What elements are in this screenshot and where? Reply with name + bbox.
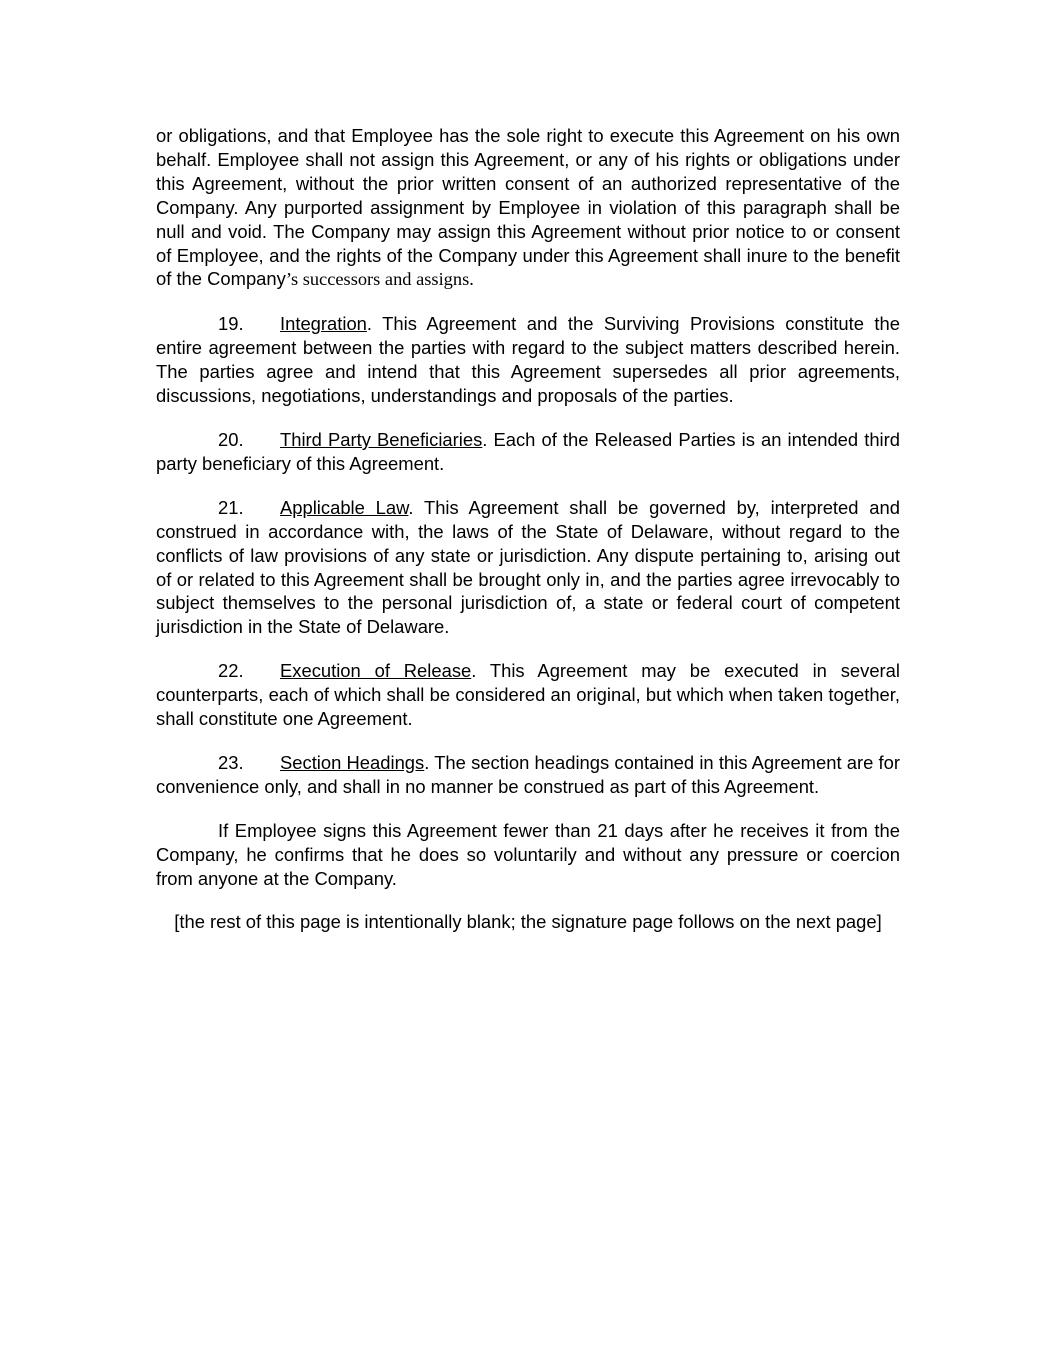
section-21 [156, 496, 900, 639]
section-23 [156, 751, 900, 799]
section-20 [156, 428, 900, 476]
section-heading: Integration [280, 313, 367, 335]
section-body: . This Agreement may be executed in several counterparts, each of which shall be considered an original, but which when taken together, shall constitute one Agreement. [156, 660, 900, 730]
section-body: . Each of the Released Parties is an intended third party beneficiary of this Agreement. [156, 428, 900, 474]
section-heading: Execution of Release [280, 660, 472, 682]
section-19 [156, 312, 900, 408]
section-body: . The section headings contained in this Agreement are for convenience only, and shall in no manner be construed as part of this Agreement. [156, 751, 900, 797]
section-heading: Section Headings [280, 751, 425, 773]
section-number: 22. [218, 660, 244, 682]
opening-paragraph-text: or obligations, and that Employee has the sole right to execute this Agreement on his own behalf. Employee shall not assign this Agreement, or any of his rights or obligations under this Agreement, without the prior written consent of an authorized representative of the Company. Any purported assignment by Employee in violation of this paragraph shall be null and void. The Company may assign this Agreement without prior notice to or consent of Employee, and the rights of the Company under this Agreement shall inure to the benefit of the Company [156, 125, 900, 290]
section-body: . This Agreement and the Surviving Provisions constitute the entire agreement between the parties with regard to the subject matters described herein. The parties agree and intend that this Agreement supersedes all prior agreements, discussions, negotiations, understandings and proposals of the parties. [156, 313, 900, 407]
section-number: 21. [218, 496, 244, 518]
section-22 [156, 659, 900, 731]
section-number: 23. [218, 751, 244, 773]
opening-paragraph [156, 124, 900, 292]
opening-paragraph-tail: ’s successors and assigns. [285, 269, 474, 290]
section-number: 20. [218, 428, 244, 450]
section-heading: Third Party Beneficiaries [280, 428, 483, 450]
document-body [156, 124, 900, 954]
section-heading: Applicable Law [280, 496, 409, 518]
section-number: 19. [218, 313, 244, 335]
section-body: . This Agreement shall be governed by, interpreted and construed in accordance with, the laws of the State of Delaware, without regard to the conflicts of law provisions of any state or jurisdiction. Any dispute pertaining to, arising out of or related to this Agreement shall be brought only in, and the parties agree irrevocably to subject themselves to the personal jurisdiction of, a state or federal court of competent jurisdiction in the State of Delaware. [156, 496, 900, 638]
intentionally-blank-notice: [the rest of this page is intentionally blank; the signature page follows on the next page] [174, 911, 882, 933]
voluntary-signing-paragraph: If Employee signs this Agreement fewer than 21 days after he receives it from the Company, he confirms that he does so voluntarily and without any pressure or coercion from anyone at the Company. [156, 819, 900, 889]
